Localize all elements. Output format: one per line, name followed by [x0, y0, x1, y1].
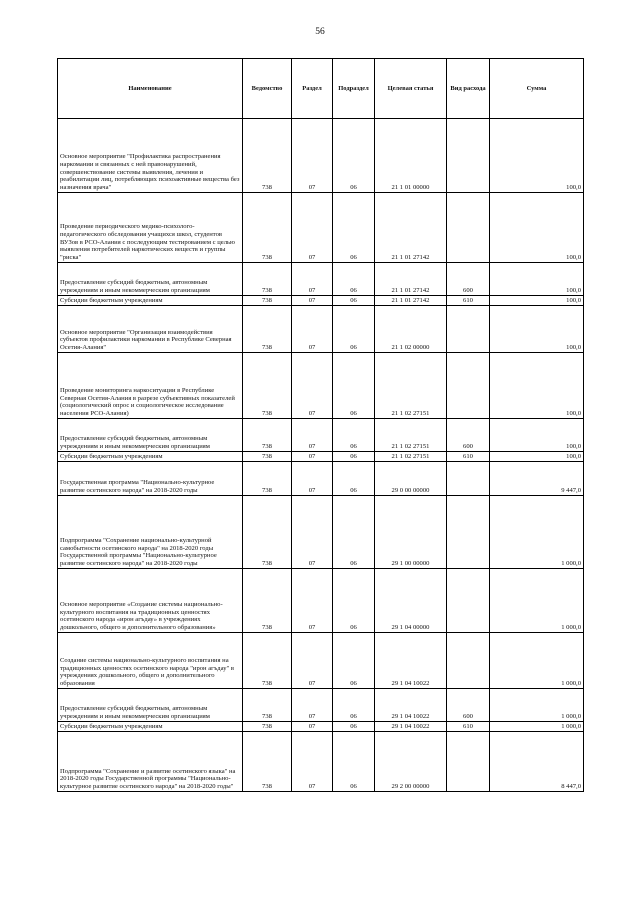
table-row [58, 496, 584, 569]
row-section: 07 [292, 193, 333, 263]
row-name [58, 689, 243, 722]
table-row [58, 689, 584, 722]
row-expense [447, 496, 490, 569]
page-number: 56 [315, 27, 325, 37]
row-name [58, 569, 243, 633]
row-article: 21 1 02 27151 [375, 353, 447, 419]
row-subsection: 06 [333, 119, 375, 193]
col-header-article: Целевая статья [375, 59, 447, 119]
row-section: 07 [292, 633, 333, 689]
row-subsection: 06 [333, 633, 375, 689]
row-article: 21 1 01 00000 [375, 119, 447, 193]
row-dept: 738 [243, 569, 292, 633]
row-article: 29 1 04 10022 [375, 722, 447, 732]
row-article: 29 1 00 00000 [375, 496, 447, 569]
table-row [58, 722, 584, 732]
table-row [58, 419, 584, 452]
col-header-sum: Сумма [490, 59, 584, 119]
row-expense [447, 119, 490, 193]
row-sum: 8 447,0 [490, 732, 584, 792]
row-name-text: Субсидии бюджетным учреждениям [60, 297, 163, 305]
row-name-text: Проведение мониторинга наркоситуации в Республике Северная Осетия-Алания в разрезе субъективных показателей (социологический опрос и социологическое исследование населения РСО-Алания) [60, 386, 235, 418]
row-expense [447, 306, 490, 353]
row-dept: 738 [243, 353, 292, 419]
row-sum: 100,0 [490, 419, 584, 452]
row-expense: 600 [447, 419, 490, 452]
row-dept: 738 [243, 306, 292, 353]
budget-table [57, 58, 584, 792]
row-article: 21 1 02 00000 [375, 306, 447, 353]
table-row [58, 119, 584, 193]
col-header-section: Раздел [292, 59, 333, 119]
row-sum: 1 000,0 [490, 569, 584, 633]
row-dept: 738 [243, 296, 292, 306]
row-dept: 738 [243, 633, 292, 689]
row-article: 29 0 00 00000 [375, 462, 447, 496]
row-article: 29 1 04 10022 [375, 633, 447, 689]
row-sum: 100,0 [490, 193, 584, 263]
table-header-row [58, 59, 584, 119]
row-article: 21 1 02 27151 [375, 452, 447, 462]
row-dept: 738 [243, 689, 292, 722]
row-sum: 100,0 [490, 119, 584, 193]
col-header-name: Наименование [58, 59, 243, 119]
row-dept: 738 [243, 193, 292, 263]
row-subsection: 06 [333, 306, 375, 353]
row-name-text: Проведение периодического медико-психолого-педагогического обследования учащихся школ, студентов ВУЗов в РСО-Алания с последующим тестированием с целью выявления потребителей наркотических веществ и группы "риска" [60, 223, 235, 262]
row-section: 07 [292, 353, 333, 419]
row-subsection: 06 [333, 689, 375, 722]
table-row [58, 462, 584, 496]
row-expense: 600 [447, 689, 490, 722]
row-expense [447, 462, 490, 496]
row-dept: 738 [243, 722, 292, 732]
row-article: 29 2 00 00000 [375, 732, 447, 792]
row-name-text: Основное мероприятие "Организация взаимодействия субъектов профилактики наркомании в Республике Северная Осетия-Алания" [60, 328, 232, 352]
row-subsection: 06 [333, 452, 375, 462]
row-name-text: Основное мероприятие «Создание системы национально-культурного воспитания на традиционных ценностях осетинского народа «ирон агъдау» в учреждениях дошкольного, общего и дополнительного образования» [60, 600, 223, 632]
row-sum: 1 000,0 [490, 496, 584, 569]
row-subsection: 06 [333, 722, 375, 732]
row-subsection: 06 [333, 496, 375, 569]
row-expense [447, 353, 490, 419]
row-sum: 100,0 [490, 353, 584, 419]
row-expense: 610 [447, 452, 490, 462]
row-dept: 738 [243, 496, 292, 569]
row-name-text: Предоставление субсидий бюджетным, автономным учреждениям и иным некоммерческим организациям [60, 279, 210, 295]
row-article: 21 1 01 27142 [375, 193, 447, 263]
row-subsection: 06 [333, 462, 375, 496]
row-expense [447, 569, 490, 633]
row-name [58, 722, 243, 732]
row-expense: 610 [447, 296, 490, 306]
row-dept: 738 [243, 119, 292, 193]
row-expense [447, 732, 490, 792]
row-expense [447, 193, 490, 263]
row-sum: 9 447,0 [490, 462, 584, 496]
row-sum: 1 000,0 [490, 689, 584, 722]
row-section: 07 [292, 419, 333, 452]
table-row [58, 306, 584, 353]
row-name-text: Субсидии бюджетным учреждениям [60, 723, 163, 731]
row-name [58, 633, 243, 689]
table-row [58, 452, 584, 462]
table-row [58, 353, 584, 419]
row-article: 21 1 01 27142 [375, 263, 447, 296]
row-name [58, 452, 243, 462]
row-dept: 738 [243, 452, 292, 462]
row-article: 29 1 04 00000 [375, 569, 447, 633]
row-section: 07 [292, 452, 333, 462]
row-subsection: 06 [333, 263, 375, 296]
row-subsection: 06 [333, 353, 375, 419]
row-name-text: Предоставление субсидий бюджетным, автономным учреждениям и иным некоммерческим организациям [60, 435, 210, 451]
row-name [58, 496, 243, 569]
row-section: 07 [292, 462, 333, 496]
row-sum: 1 000,0 [490, 722, 584, 732]
row-section: 07 [292, 732, 333, 792]
row-name [58, 193, 243, 263]
row-name-text: Подпрограмма "Сохранение национально-культурной самобытности осетинского народа" на 2018-2020 годы Государственной программы "Национально-культурное развитие осетинского народа" на 2018-2020 годы [60, 536, 217, 568]
row-section: 07 [292, 296, 333, 306]
row-name-text: Субсидии бюджетным учреждениям [60, 453, 163, 461]
row-section: 07 [292, 306, 333, 353]
table-row [58, 296, 584, 306]
row-sum: 100,0 [490, 263, 584, 296]
row-sum: 100,0 [490, 306, 584, 353]
row-name [58, 353, 243, 419]
row-section: 07 [292, 119, 333, 193]
row-sum: 100,0 [490, 452, 584, 462]
table-row [58, 263, 584, 296]
row-sum: 100,0 [490, 296, 584, 306]
row-name [58, 296, 243, 306]
row-name-text: Создание системы национально-культурного воспитания на традиционных ценностях осетинского народа "ирон агъдау" в учреждениях дошкольного, общего и дополнительного образования [60, 656, 234, 688]
row-name-text: Предоставление субсидий бюджетным, автономным учреждениям и иным некоммерческим организациям [60, 705, 210, 721]
col-header-dept: Ведомство [243, 59, 292, 119]
row-name [58, 419, 243, 452]
row-section: 07 [292, 722, 333, 732]
row-subsection: 06 [333, 193, 375, 263]
row-expense: 610 [447, 722, 490, 732]
row-subsection: 06 [333, 569, 375, 633]
row-name-text: Основное мероприятие "Профилактика распространения наркомании и связанных с ней правонарушений, совершенствование системы выявления, лечения и реабилитации лиц, потребляющих психоактивные вещества без назначения врача" [60, 153, 240, 192]
row-section: 07 [292, 689, 333, 722]
table-row [58, 732, 584, 792]
row-name-text: Государственная программа "Национально-культурное развитие осетинского народа" на 2018-2020 годы [60, 479, 215, 495]
row-name-text: Подпрограмма "Сохранение и развитие осетинского языка" на 2018-2020 годы Государственной программы "Национально-культурное развитие осетинского народа" на 2018-2020 годы" [60, 767, 236, 791]
table-row [58, 193, 584, 263]
row-sum: 1 000,0 [490, 633, 584, 689]
table-row [58, 569, 584, 633]
row-name [58, 732, 243, 792]
row-dept: 738 [243, 732, 292, 792]
row-section: 07 [292, 263, 333, 296]
row-name [58, 462, 243, 496]
col-header-subsection: Подраздел [333, 59, 375, 119]
row-subsection: 06 [333, 296, 375, 306]
row-dept: 738 [243, 462, 292, 496]
row-name [58, 119, 243, 193]
row-dept: 738 [243, 419, 292, 452]
row-article: 21 1 01 27142 [375, 296, 447, 306]
row-subsection: 06 [333, 732, 375, 792]
row-name [58, 306, 243, 353]
row-section: 07 [292, 569, 333, 633]
row-article: 29 1 04 10022 [375, 689, 447, 722]
col-header-expense: Вид расхода [447, 59, 490, 119]
row-article: 21 1 02 27151 [375, 419, 447, 452]
row-expense: 600 [447, 263, 490, 296]
table-row [58, 633, 584, 689]
row-name [58, 263, 243, 296]
row-section: 07 [292, 496, 333, 569]
row-subsection: 06 [333, 419, 375, 452]
row-dept: 738 [243, 263, 292, 296]
row-expense [447, 633, 490, 689]
